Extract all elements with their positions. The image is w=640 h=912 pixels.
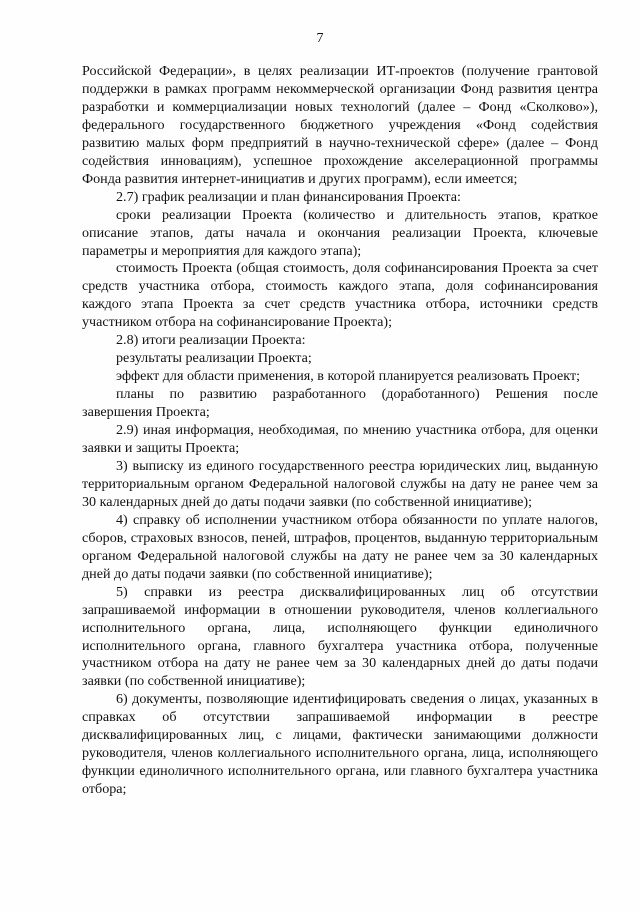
paragraph-item-3-egrul-extract: 3) выписку из единого государственного реестра юридических лиц, выданную территориальным органом Федеральной налоговой службы на дату не ранее чем за 30 календарных дней до даты подачи заявки (по собственной инициативе);	[82, 457, 598, 510]
paragraph-development-plans: планы по развитию разработанного (доработанного) Решения после завершения Проекта;	[82, 386, 598, 421]
paragraph-2-7-heading: 2.7) график реализации и план финансирования Проекта:	[116, 188, 461, 205]
paragraph-item-6-identification-docs: 6) документы, позволяющие идентифицировать сведения о лицах, указанных в справках об отсутствии запрашиваемой информации в реестре дисквалифицированных лиц, с лицами, фактически занимающими должности руководителя, членов коллегиального исполнительного органа, лица, исполняющего функции единоличного исполнительного органа, или главного бухгалтера участника отбора;	[82, 691, 598, 798]
document-body	[82, 63, 598, 799]
paragraph-results: результаты реализации Проекта;	[116, 350, 312, 367]
paragraph-implementation-terms: сроки реализации Проекта (количество и длительность этапов, краткое описание этапов, даты начала и окончания реализации Проекта, ключевые параметры и мероприятия для каждого этапа);	[82, 206, 598, 259]
paragraph-continuation: Российской Федерации», в целях реализации ИТ-проектов (получение грантовой поддержки в рамках программ некоммерческой организации Фонд развития центра разработки и коммерциализации новых технологий (далее – Фонд «Сколково»), федерального государственного бюджетного учреждения «Фонд содействия развитию малых форм предприятий в научно-технической сфере» (далее – Фонд содействия инновациям), успешное прохождение акселерационной программы Фонда развития интернет-инициатив и других программ), если имеется;	[82, 63, 598, 187]
paragraph-2-8-heading: 2.8) итоги реализации Проекта:	[116, 332, 306, 349]
paragraph-item-5-disqualified-registry: 5) справки из реестра дисквалифицированных лиц об отсутствии запрашиваемой информации в отношении руководителя, членов коллегиального исполнительного органа, лица, исполняющего функции единоличного исполнительного органа, главного бухгалтера участника отбора, полученные участником отбора на дату не ранее чем за 30 календарных дней до даты подачи заявки (по собственной инициативе);	[82, 583, 598, 690]
paragraph-project-cost: стоимость Проекта (общая стоимость, доля софинансирования Проекта за счет средств участника отбора, стоимость каждого этапа, доля софинансирования каждого этапа Проекта за счет средств участника отбора, источники средств участником отбора на софинансирование Проекта);	[82, 260, 598, 331]
paragraph-2-9-other-info: 2.9) иная информация, необходимая, по мнению участника отбора, для оценки заявки и защиты Проекта;	[82, 422, 598, 457]
paragraph-effect: эффект для области применения, в которой планируется реализовать Проект;	[116, 368, 581, 385]
page-number: 7	[316, 31, 324, 46]
paragraph-item-4-tax-certificate: 4) справку об исполнении участником отбора обязанности по уплате налогов, сборов, страховых взносов, пеней, штрафов, процентов, выданную территориальным органом Федеральной налоговой службы на дату не ранее чем за 30 календарных дней до даты подачи заявки (по собственной инициативе);	[82, 511, 598, 582]
